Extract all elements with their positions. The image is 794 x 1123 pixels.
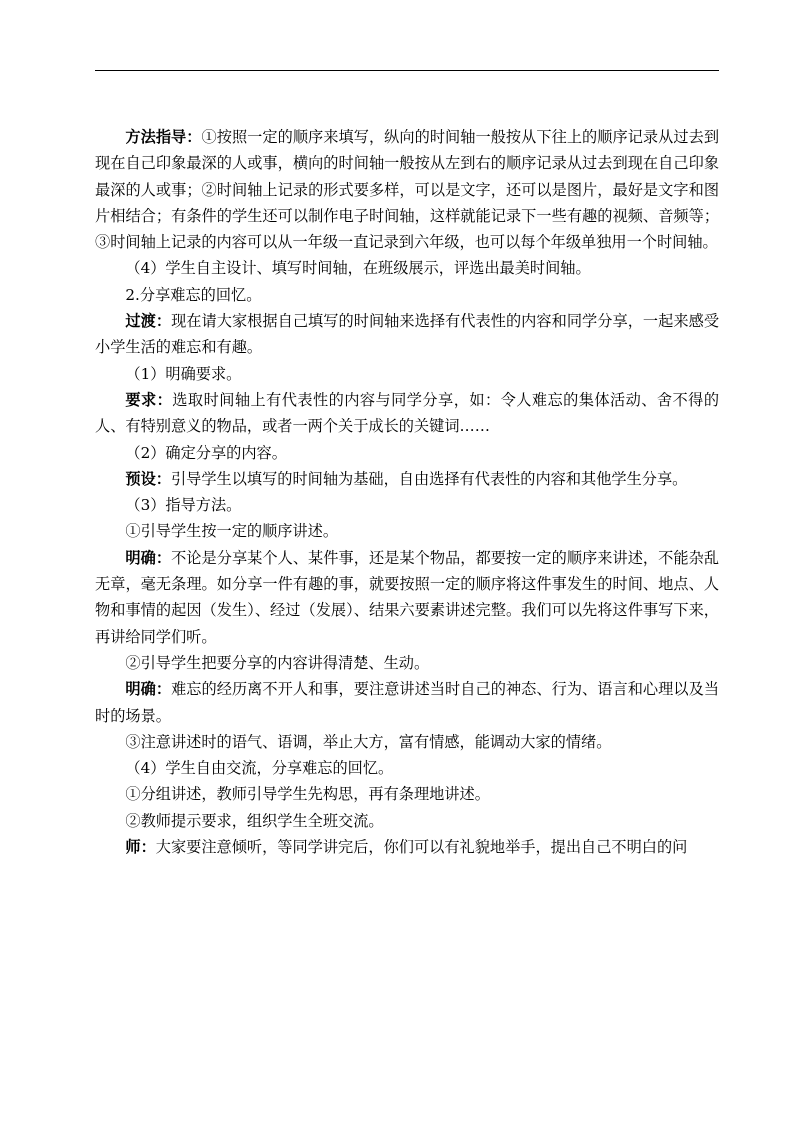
paragraph-text: 难忘的经历离不开人和事，要注意讲述当时自己的神态、行为、语言和心理以及当时的场景。 — [95, 680, 720, 725]
paragraph-label: 方法指导： — [125, 128, 202, 146]
paragraph-text: 选取时间轴上有代表性的内容与同学分享，如：令人难忘的集体活动、舍不得的人、有特别意义的物品，或者一两个关于成长的关键词…… — [95, 390, 720, 436]
paragraph — [95, 124, 719, 255]
paragraph — [95, 255, 719, 281]
paragraph-text: ②引导学生把要分享的内容讲得清楚、生动。 — [125, 653, 430, 672]
paragraph-text: 2.分享难忘的回忆。 — [125, 285, 262, 304]
paragraph-text: （4）学生自由交流，分享难忘的回忆。 — [125, 759, 394, 778]
paragraph — [95, 361, 719, 387]
paragraph — [95, 440, 719, 466]
paragraph — [95, 492, 719, 518]
paragraph-text: ②教师提示要求，组织学生全班交流。 — [125, 811, 384, 830]
paragraph-text: 现在请大家根据自己填写的时间轴来选择有代表性的内容和同学分享，一起来感受小学生活的难忘和有趣。 — [95, 312, 720, 357]
header-rule — [95, 70, 719, 71]
paragraph-label: 要求： — [125, 390, 173, 409]
paragraph-text: （1）明确要求。 — [125, 364, 242, 383]
paragraph — [95, 466, 719, 492]
document-body — [95, 124, 719, 860]
paragraph — [95, 282, 719, 308]
paragraph — [95, 834, 719, 860]
paragraph — [95, 808, 719, 834]
paragraph — [95, 676, 719, 729]
paragraph-text: ①按照一定的顺序来填写，纵向的时间轴一般按从下往上的顺序记录从过去到现在自己印象最深的人或事，横向的时间轴一般按从左到右的顺序记录从过去到现在自己印象最深的人或事；②时间轴上记录的形式要多样，可以是文字，还可以是图片，最好是文字和图片相结合；有条件的学生还可以制作电子时间轴，这样就能记录下一些有趣的视频、音频等；③时间轴上记录的内容可以从一年级一直记录到六年级，也可以每个年级单独用一个时间轴。 — [95, 128, 720, 252]
paragraph-label: 明确： — [125, 548, 172, 567]
paragraph-text: （3）指导方法。 — [125, 496, 242, 515]
paragraph-text: ③注意讲述时的语气、语调，举止大方，富有情感，能调动大家的情绪。 — [125, 732, 612, 751]
paragraph-label: 师： — [125, 838, 156, 857]
paragraph — [95, 387, 719, 440]
paragraph-label: 明确： — [125, 680, 172, 699]
paragraph-text: （4）学生自主设计、填写时间轴，在班级展示，评选出最美时间轴。 — [125, 259, 591, 278]
paragraph — [95, 308, 719, 361]
paragraph-label: 过渡： — [125, 312, 172, 331]
paragraph — [95, 755, 719, 781]
paragraph-text: ①引导学生按一定的顺序讲述。 — [125, 522, 339, 541]
paragraph-text: （2）确定分享的内容。 — [125, 443, 287, 462]
paragraph — [95, 650, 719, 676]
paragraph — [95, 781, 719, 807]
paragraph-text: 不论是分享某个人、某件事，还是某个物品，都要按一定的顺序来讲述，不能杂乱无章，毫无条理。如分享一件有趣的事，就要按照一定的顺序将这件事发生的时间、地点、人物和事情的起因（发生）、经过（发展）、结果六要素讲述完整。我们可以先将这件事写下来，再讲给同学们听。 — [95, 548, 720, 646]
paragraph — [95, 545, 719, 650]
paragraph — [95, 729, 719, 755]
paragraph — [95, 518, 719, 544]
paragraph-text: ①分组讲述，教师引导学生先构思，再有条理地讲述。 — [125, 785, 490, 804]
paragraph-text: 引导学生以填写的时间轴为基础，自由选择有代表性的内容和其他学生分享。 — [170, 469, 688, 488]
paragraph-text: 大家要注意倾听，等同学讲完后，你们可以有礼貌地举手，提出自己不明白的问 — [155, 838, 688, 857]
paragraph-label: 预设： — [125, 469, 171, 488]
